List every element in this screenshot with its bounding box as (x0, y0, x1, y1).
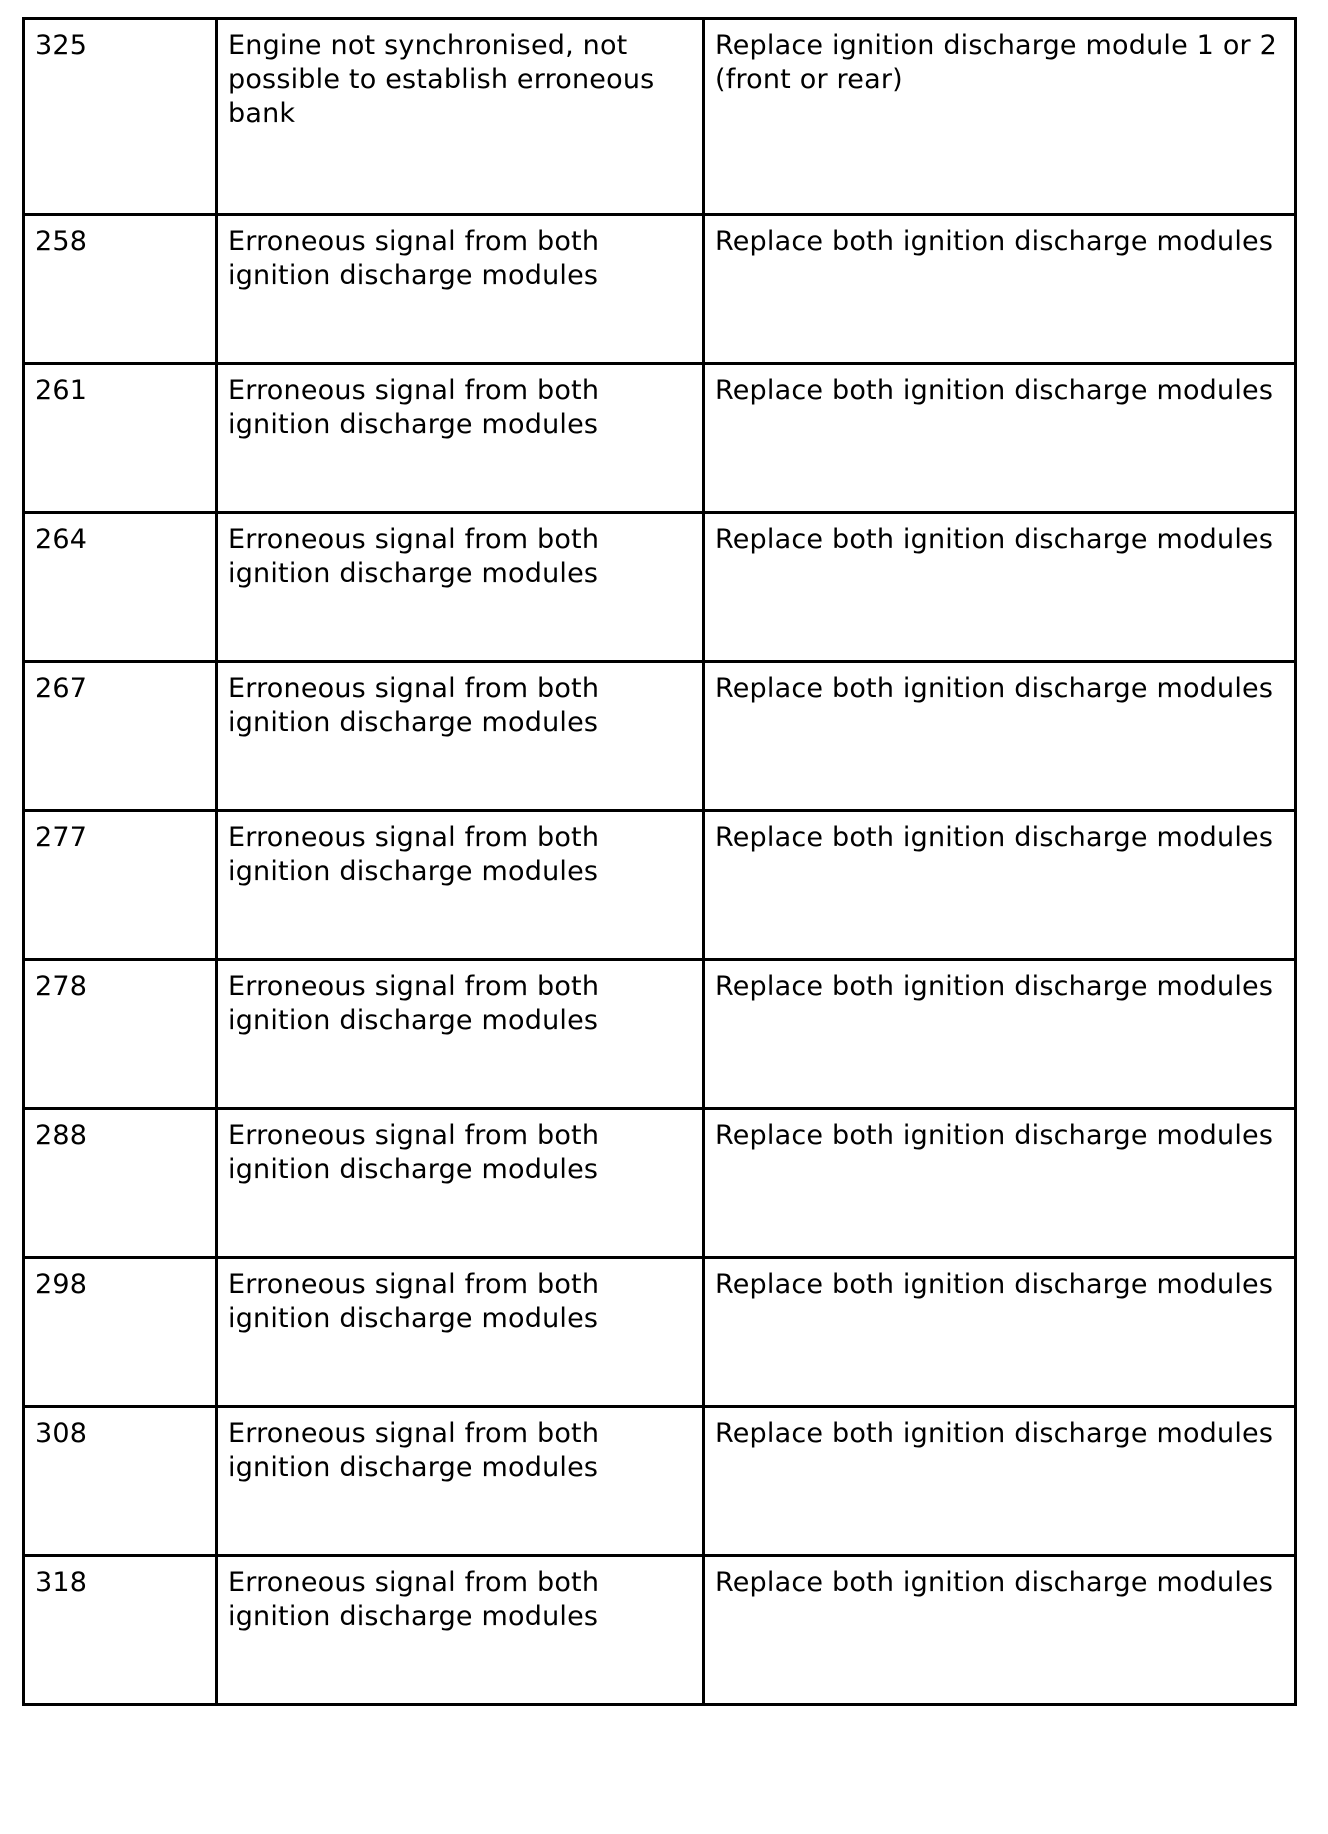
fault-code-table (22, 17, 1297, 1706)
corrective-action-cell: Replace both ignition discharge modules (704, 1407, 1296, 1556)
fault-description-cell: Erroneous signal from both ignition discharge modules (217, 1556, 704, 1705)
fault-description-cell: Erroneous signal from both ignition discharge modules (217, 1407, 704, 1556)
corrective-action-cell: Replace both ignition discharge modules (704, 662, 1296, 811)
fault-code-cell: 298 (24, 1258, 217, 1407)
corrective-action-cell: Replace both ignition discharge modules (704, 513, 1296, 662)
corrective-action-cell: Replace both ignition discharge modules (704, 1556, 1296, 1705)
fault-description-cell: Erroneous signal from both ignition discharge modules (217, 1258, 704, 1407)
corrective-action-cell: Replace both ignition discharge modules (704, 215, 1296, 364)
table-row (24, 215, 1296, 364)
table-row (24, 364, 1296, 513)
corrective-action-cell: Replace ignition discharge module 1 or 2 (front or rear) (704, 19, 1296, 215)
table-row (24, 662, 1296, 811)
table-row (24, 1556, 1296, 1705)
fault-code-cell: 288 (24, 1109, 217, 1258)
fault-code-cell: 267 (24, 662, 217, 811)
table-row (24, 960, 1296, 1109)
corrective-action-cell: Replace both ignition discharge modules (704, 811, 1296, 960)
fault-code-cell: 264 (24, 513, 217, 662)
table-row (24, 19, 1296, 215)
corrective-action-cell: Replace both ignition discharge modules (704, 1109, 1296, 1258)
fault-code-cell: 308 (24, 1407, 217, 1556)
table-row (24, 1258, 1296, 1407)
table-row (24, 513, 1296, 662)
corrective-action-cell: Replace both ignition discharge modules (704, 960, 1296, 1109)
table-row (24, 1407, 1296, 1556)
table-row (24, 811, 1296, 960)
table-row (24, 1109, 1296, 1258)
corrective-action-cell: Replace both ignition discharge modules (704, 364, 1296, 513)
fault-description-cell: Erroneous signal from both ignition discharge modules (217, 811, 704, 960)
fault-code-cell: 318 (24, 1556, 217, 1705)
fault-code-cell: 325 (24, 19, 217, 215)
fault-description-cell: Erroneous signal from both ignition discharge modules (217, 1109, 704, 1258)
fault-description-cell: Erroneous signal from both ignition discharge modules (217, 215, 704, 364)
fault-description-cell: Erroneous signal from both ignition discharge modules (217, 662, 704, 811)
fault-description-cell: Erroneous signal from both ignition discharge modules (217, 960, 704, 1109)
fault-description-cell: Erroneous signal from both ignition discharge modules (217, 364, 704, 513)
fault-code-cell: 261 (24, 364, 217, 513)
fault-code-cell: 277 (24, 811, 217, 960)
fault-description-cell: Erroneous signal from both ignition discharge modules (217, 513, 704, 662)
fault-description-cell: Engine not synchronised, not possible to establish erroneous bank (217, 19, 704, 215)
fault-code-cell: 258 (24, 215, 217, 364)
corrective-action-cell: Replace both ignition discharge modules (704, 1258, 1296, 1407)
fault-code-cell: 278 (24, 960, 217, 1109)
